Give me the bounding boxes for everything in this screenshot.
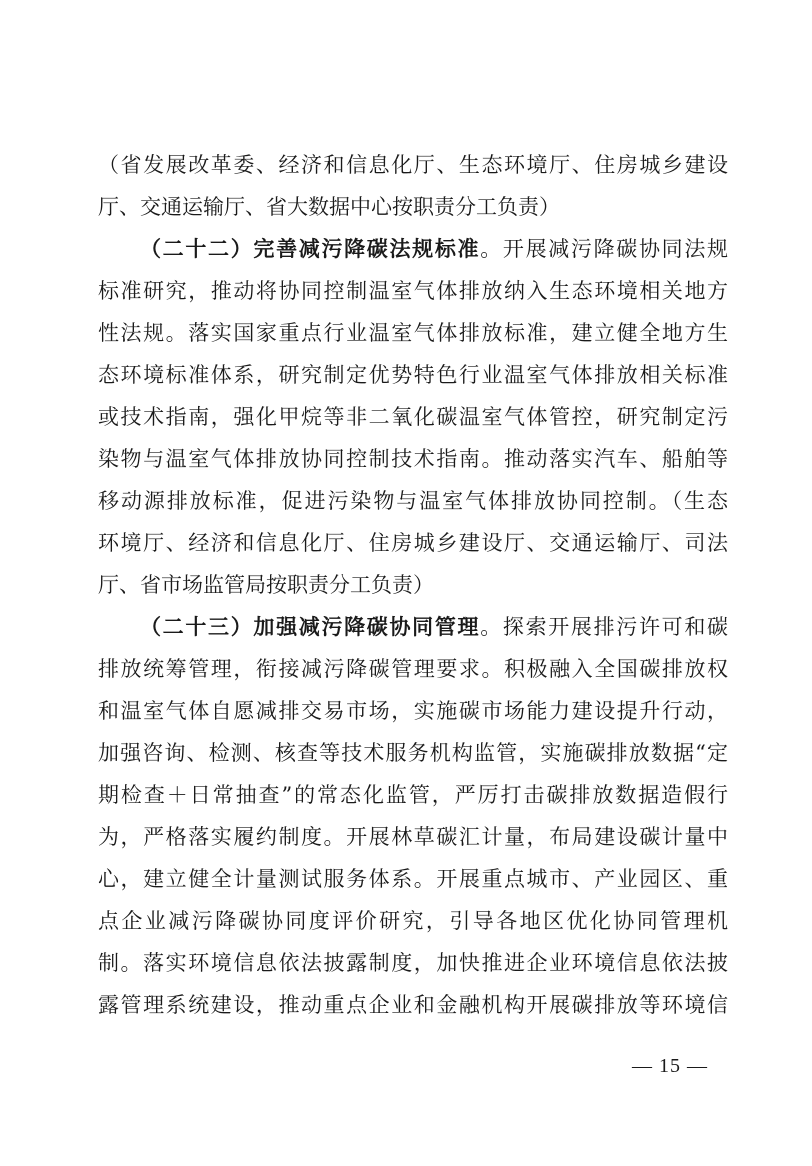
text-run: 。开展减污降碳协同法规 (480, 237, 729, 261)
section-heading: （二十二）完善减污降碳法规标准 (140, 237, 481, 261)
page-number: — 15 — (632, 1055, 708, 1077)
text-line: 点企业减污降碳协同度评价研究，引导各地区优化协同管理机 (98, 909, 728, 933)
text-line: 态环境标准体系，研究制定优势特色行业温室气体排放相关标准 (98, 363, 728, 387)
text-line: 环境厅、经济和信息化厅、住房城乡建设厅、交通运输厅、司法 (98, 531, 728, 555)
text-run: 。探索开展排污许可和碳 (480, 615, 729, 639)
text-line (98, 228, 728, 270)
text-line: 期检查＋日常抽查”的常态化监管，严厉打击碳排放数据造假行 (98, 783, 728, 807)
paragraph (98, 606, 728, 1026)
text-line: 移动源排放标准，促进污染物与温室气体排放协同控制。（生态 (98, 489, 728, 513)
text-line: 为，严格落实履约制度。开展林草碳汇计量，布局建设碳计量中 (98, 825, 728, 849)
paragraph (98, 144, 728, 228)
body-text (98, 144, 728, 1026)
text-line: 厅、交通运输厅、省大数据中心按职责分工负责） (98, 195, 560, 219)
text-line (98, 606, 728, 648)
text-line: 性法规。落实国家重点行业温室气体排放标准，建立健全地方生 (98, 321, 728, 345)
text-line: 心，建立健全计量测试服务体系。开展重点城市、产业园区、重 (98, 867, 728, 891)
text-line: 标准研究，推动将协同控制温室气体排放纳入生态环境相关地方 (98, 279, 728, 303)
paragraph (98, 228, 728, 606)
text-line: （省发展改革委、经济和信息化厅、生态环境厅、住房城乡建设 (98, 153, 728, 177)
text-line: 和温室气体自愿减排交易市场，实施碳市场能力建设提升行动， (98, 699, 728, 723)
section-heading: （二十三）加强减污降碳协同管理 (140, 615, 481, 639)
text-line: 露管理系统建设，推动重点企业和金融机构开展碳排放等环境信 (98, 993, 728, 1017)
text-line: 排放统筹管理，衔接减污降碳管理要求。积极融入全国碳排放权 (98, 657, 728, 681)
text-line: 制。落实环境信息依法披露制度，加快推进企业环境信息依法披 (98, 951, 728, 975)
text-line: 或技术指南，强化甲烷等非二氧化碳温室气体管控，研究制定污 (98, 405, 728, 429)
text-line: 厅、省市场监管局按职责分工负责） (98, 573, 434, 597)
text-line: 染物与温室气体排放协同控制技术指南。推动落实汽车、船舶等 (98, 447, 728, 471)
text-line: 加强咨询、检测、核查等技术服务机构监管，实施碳排放数据“定 (98, 741, 728, 765)
